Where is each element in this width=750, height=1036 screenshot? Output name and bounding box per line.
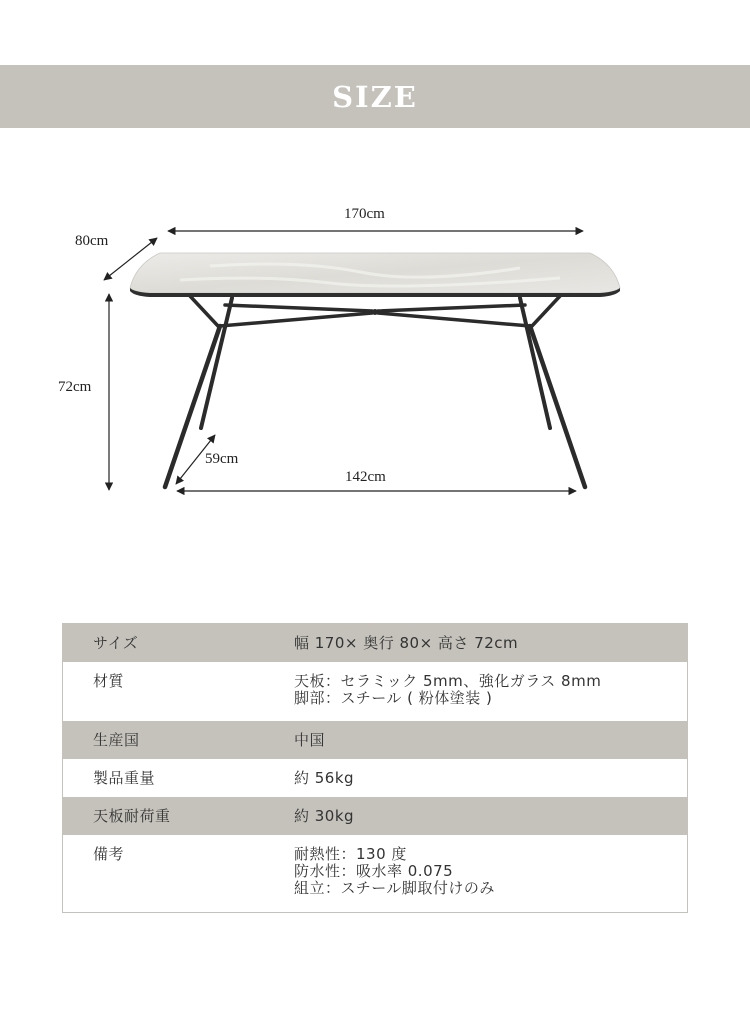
table-dimension-diagram xyxy=(0,180,750,520)
spec-label: 天板耐荷重 xyxy=(63,797,295,835)
spec-value xyxy=(294,759,688,797)
spec-value-line: 防水性：吸水率 0.075 xyxy=(294,862,454,880)
back-legs xyxy=(201,298,550,428)
spec-row-material xyxy=(63,662,688,721)
spec-value xyxy=(294,797,688,835)
spec-row-origin xyxy=(63,721,688,759)
spec-row-load-capacity xyxy=(63,797,688,835)
spec-value-line: 幅 170× 奥行 80× 高さ 72cm xyxy=(294,634,519,652)
spec-value-line: 組立：スチール脚取付けのみ xyxy=(294,879,495,897)
spec-value-line: 中国 xyxy=(294,731,326,749)
spec-label: 製品重量 xyxy=(93,769,156,787)
spec-label: 生産国 xyxy=(63,721,295,759)
width-label: 170cm xyxy=(344,206,385,222)
spec-value xyxy=(294,624,688,663)
height-label: 72cm xyxy=(58,379,92,395)
spec-label: 材質 xyxy=(93,672,125,690)
spec-row-size xyxy=(63,624,688,663)
banner-title: SIZE xyxy=(332,79,418,114)
spec-value xyxy=(294,662,688,721)
spec-value-line: 脚部：スチール ( 粉体塗装 ) xyxy=(294,689,493,707)
spec-value xyxy=(294,721,688,759)
spec-value-line: 約 56kg xyxy=(294,769,355,787)
spec-value-line: 耐熱性：130 度 xyxy=(294,845,407,863)
spec-label: サイズ xyxy=(63,624,295,663)
depth-label: 80cm xyxy=(75,233,109,249)
spec-value xyxy=(294,835,688,913)
size-banner xyxy=(0,65,750,128)
spec-table xyxy=(62,623,688,913)
stretcher-joint xyxy=(372,309,378,315)
spec-label: 備考 xyxy=(93,845,125,863)
leg-depth-label: 59cm xyxy=(205,451,239,467)
spec-row-notes xyxy=(63,835,688,913)
spec-value-line: 天板：セラミック 5mm、強化ガラス 8mm xyxy=(294,672,602,690)
leg-width-label: 142cm xyxy=(345,469,386,485)
spec-row-weight xyxy=(63,759,688,797)
spec-value-line: 約 30kg xyxy=(294,807,355,825)
